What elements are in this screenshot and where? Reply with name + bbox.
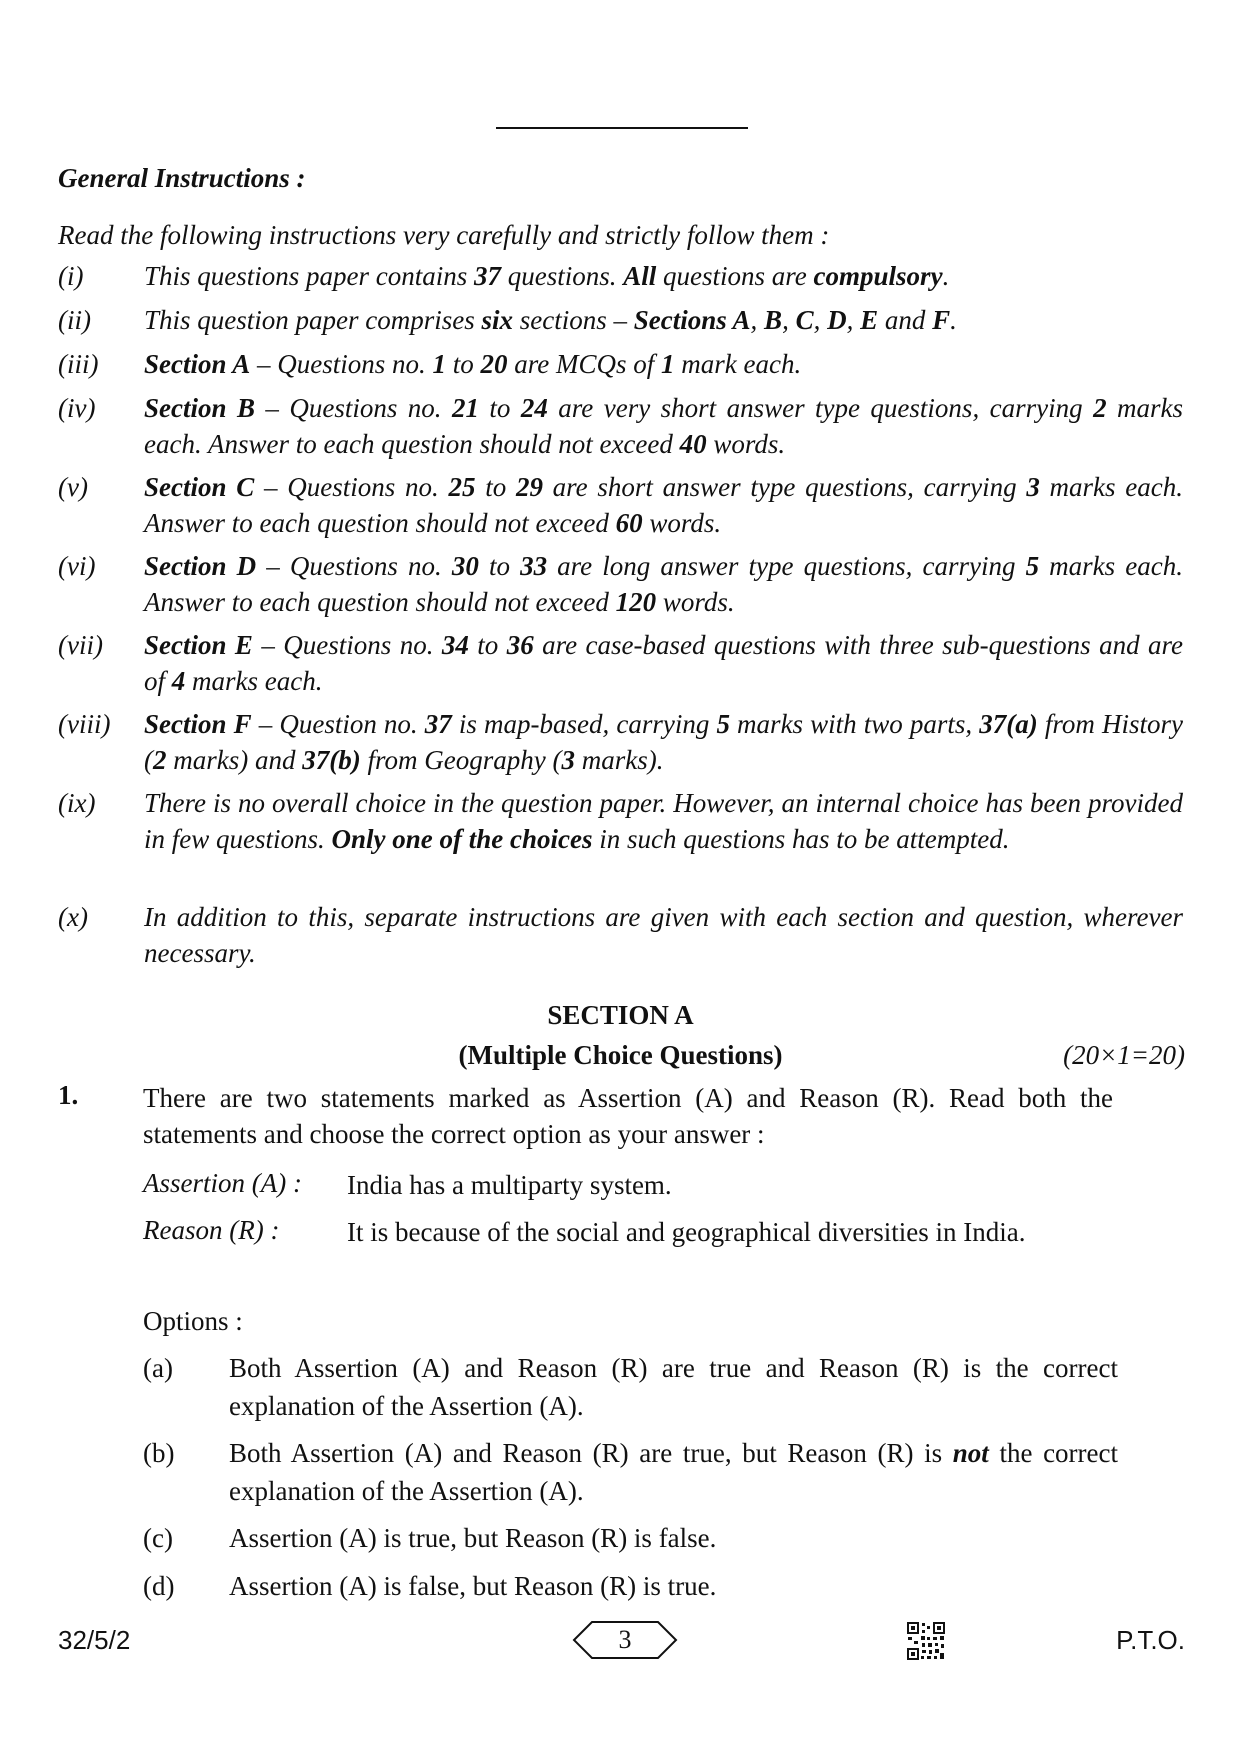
option-text: Both Assertion (A) and Reason (R) are true and Reason (R) is the correct explanation of the Assertion (A). [229,1353,1118,1421]
option-item [143,1567,1118,1605]
instruction-item [58,785,1183,857]
instruction-item [58,469,1183,541]
section-marks: (20×1=20) [1063,1040,1185,1070]
instruction-text: Section C – Questions no. 25 to 29 are short answer type questions, carrying 3 marks each. Answer to each question should not exceed 60 words. [144,472,1183,538]
option-label: (a) [143,1353,173,1383]
instruction-text: This question paper comprises six sections – Sections A, B, C, D, E and F. [144,305,957,335]
instruction-item [58,706,1183,778]
question-text: There are two statements marked as Assertion (A) and Reason (R). Read both the statements and choose the correct option as your answer : [143,1083,1113,1149]
instruction-text: In addition to this, separate instructions are given with each section and question, wherever necessary. [144,902,1183,968]
instruction-number: (x) [58,902,88,932]
reason-text: It is because of the social and geographical diversities in India. [347,1217,1026,1247]
instruction-text: This questions paper contains 37 questions. All questions are compulsory. [144,261,950,291]
instruction-item [58,548,1183,620]
reason-label: Reason (R) : [143,1215,280,1245]
instruction-text: There is no overall choice in the question paper. However, an internal choice has been provided in few questions. Only one of the choices in such questions has to be attempted. [144,788,1183,854]
instruction-item [58,899,1183,971]
instruction-text: Section F – Question no. 37 is map-based, carrying 5 marks with two parts, 37(a) from History (2 marks) and 37(b) from Geography (3 marks). [144,709,1183,775]
instruction-number: (iv) [58,393,96,423]
instruction-number: (viii) [58,709,111,739]
instruction-text: Section B – Questions no. 21 to 24 are very short answer type questions, carrying 2 marks each. Answer to each question should not exceed 40 words. [144,393,1183,459]
qr-code-icon [907,1622,945,1660]
instruction-text: Section A – Questions no. 1 to 20 are MCQs of 1 mark each. [144,349,802,379]
instruction-number: (iii) [58,349,99,379]
option-label: (b) [143,1438,175,1468]
instruction-number: (i) [58,261,84,291]
option-label: (d) [143,1571,175,1601]
instruction-number: (ii) [58,305,91,335]
option-item [143,1519,1118,1557]
question-number: 1. [58,1080,79,1110]
instruction-item [58,258,1183,294]
instruction-number: (vi) [58,551,96,581]
option-text: Both Assertion (A) and Reason (R) are true, but Reason (R) is not the correct explanation of the Assertion (A). [229,1438,1119,1506]
instruction-number: (vii) [58,630,103,660]
instruction-text: Section E – Questions no. 34 to 36 are case-based questions with three sub-questions and are of 4 marks each. [144,630,1183,696]
option-text: Assertion (A) is false, but Reason (R) is true. [229,1571,717,1601]
option-label: (c) [143,1523,173,1553]
option-text: Assertion (A) is true, but Reason (R) is false. [229,1523,717,1553]
pto-label: P.T.O. [1116,1625,1185,1655]
instruction-item [58,390,1183,462]
option-item [143,1349,1118,1425]
option-item [143,1434,1118,1510]
instruction-item [58,302,1183,338]
section-subtitle: (Multiple Choice Questions) [458,1040,783,1070]
instruction-item [58,346,1183,382]
top-rule [496,127,748,129]
instructions-title: General Instructions : [58,163,306,193]
instructions-intro: Read the following instructions very carefully and strictly follow them : [58,220,830,250]
page-number: 3 [618,1625,632,1654]
instruction-number: (v) [58,472,88,502]
assertion-text: India has a multiparty system. [347,1170,672,1200]
instruction-item [58,627,1183,699]
instruction-text: Section D – Questions no. 30 to 33 are long answer type questions, carrying 5 marks each. Answer to each question should not exceed 120 words. [144,551,1184,617]
paper-code: 32/5/2 [58,1625,131,1655]
page-number-badge [572,1620,678,1660]
section-title: SECTION A [547,1000,694,1030]
instruction-number: (ix) [58,788,96,818]
assertion-label: Assertion (A) : [143,1168,302,1198]
options-label: Options : [143,1306,243,1336]
